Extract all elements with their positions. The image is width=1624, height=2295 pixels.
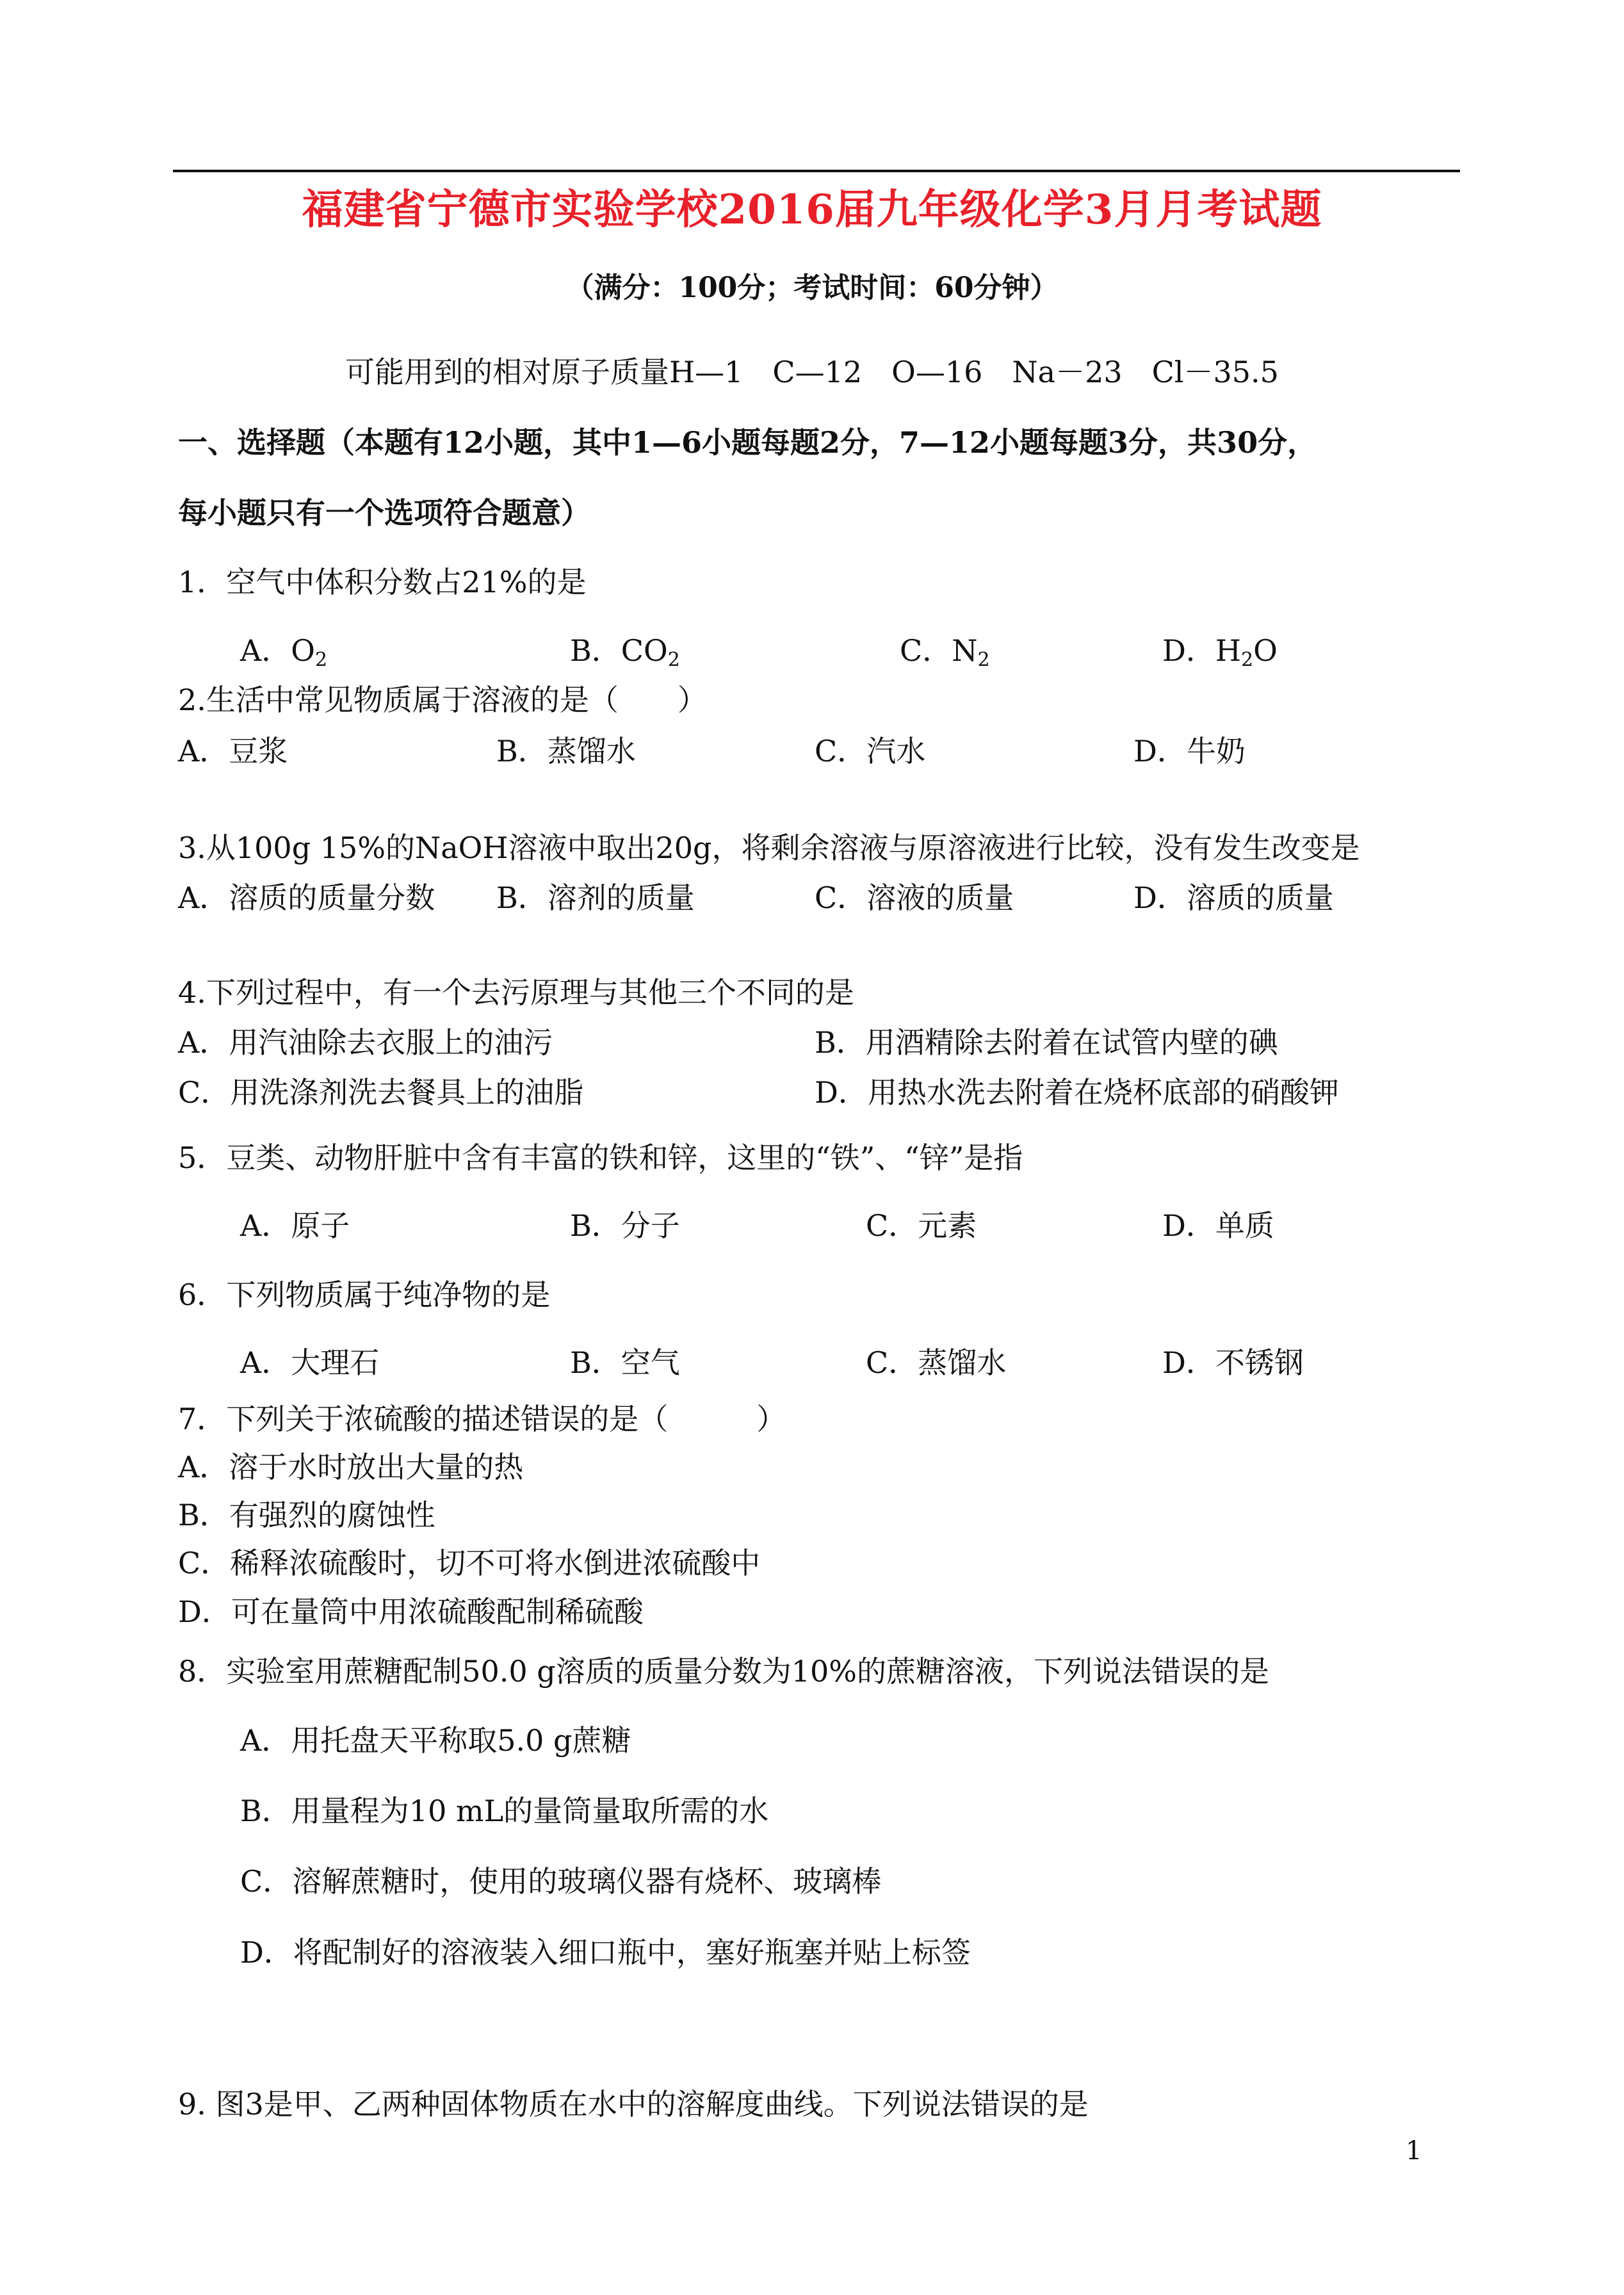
question-1-option-a: A．$O_2$ — [240, 633, 328, 671]
question-3-stem: 3.从100g 15%的NaOH溶液中取出20g，将剩余溶液与原溶液进行比较，没有发生改变是 — [178, 831, 1360, 865]
question-5-option-a: A．原子 — [240, 1208, 350, 1243]
header-rule — [173, 170, 1460, 172]
question-5-option-b: B．分子 — [570, 1208, 680, 1243]
question-6-stem: 6．下列物质属于纯净物的是 — [178, 1277, 551, 1312]
question-2-option-d: D．牛奶 — [1133, 734, 1246, 768]
question-6-option-a: A．大理石 — [240, 1345, 380, 1380]
section-heading-line2: 每小题只有一个选项符合题意） — [178, 496, 590, 530]
page-number: 1 — [1406, 2136, 1422, 2166]
question-2-option-c: C．汽水 — [815, 734, 926, 768]
question-7-option-c: C．稀释浓硫酸时，切不可将水倒进浓硫酸中 — [178, 1546, 761, 1580]
question-3-option-b: B．溶剂的质量 — [496, 880, 695, 915]
question-7-option-a: A．溶于水时放出大量的热 — [178, 1450, 524, 1484]
question-8-option-c: C．溶解蔗糖时，使用的玻璃仪器有烧杯、玻璃棒 — [240, 1864, 882, 1899]
question-2-option-b: B．蒸馏水 — [496, 734, 636, 768]
question-8-option-b: B．用量程为10 mL的量筒量取所需的水 — [240, 1794, 769, 1828]
question-5-option-d: D．单质 — [1162, 1208, 1274, 1243]
question-5-stem: 5．豆类、动物肝脏中含有丰富的铁和锌，这里的“铁”、“锌”是指 — [178, 1140, 1023, 1175]
exam-title: 福建省宁德市实验学校2016届九年级化学3月月考试题 — [302, 186, 1322, 234]
question-1-option-b: B．$CO_2$ — [570, 633, 680, 671]
question-9-stem: 9. 图3是甲、乙两种固体物质在水中的溶解度曲线。下列说法错误的是 — [178, 2087, 1089, 2121]
exam-subtitle: （满分：100分；考试时间：60分钟） — [565, 272, 1059, 304]
question-2-stem: 2.生活中常见物质属于溶液的是（ ） — [178, 683, 707, 717]
question-2-option-a: A．豆浆 — [178, 734, 288, 768]
question-3-option-d: D．溶质的质量 — [1133, 880, 1334, 915]
question-6-option-c: C．蒸馏水 — [866, 1345, 1007, 1380]
question-6-option-d: D．不锈钢 — [1162, 1345, 1304, 1380]
question-1-option-d: D．$H_2O$ — [1162, 633, 1278, 671]
question-7-stem: 7．下列关于浓硫酸的描述错误的是（ ） — [178, 1402, 786, 1436]
question-8-option-a: A．用托盘天平称取5.0 g蔗糖 — [240, 1723, 631, 1758]
question-4-option-b: B．用酒精除去附着在试管内壁的碘 — [815, 1025, 1278, 1060]
question-3-option-a: A．溶质的质量分数 — [178, 880, 435, 915]
question-1-option-c: C．$N_2$ — [900, 633, 990, 671]
question-1-stem: 1．空气中体积分数占21%的是 — [178, 565, 587, 599]
atomic-masses: 可能用到的相对原子质量H—1 C—12 O—16 Na－23 Cl－35.5 — [345, 355, 1279, 389]
question-4-option-c: C．用洗涤剂洗去餐具上的油脂 — [178, 1075, 584, 1110]
question-4-option-d: D．用热水洗去附着在烧杯底部的硝酸钾 — [815, 1075, 1339, 1110]
question-7-option-d: D．可在量筒中用浓硫酸配制稀硫酸 — [178, 1594, 644, 1629]
question-7-option-b: B．有强烈的腐蚀性 — [178, 1498, 435, 1532]
question-4-stem: 4.下列过程中，有一个去污原理与其他三个不同的是 — [178, 975, 854, 1010]
section-heading-line1: 一、选择题（本题有12小题，其中1—6小题每题2分，7—12小题每题3分，共30分， — [178, 425, 1317, 460]
question-4-option-a: A．用汽油除去衣服上的油污 — [178, 1025, 553, 1060]
question-8-option-d: D．将配制好的溶液装入细口瓶中，塞好瓶塞并贴上标签 — [240, 1935, 971, 1970]
question-5-option-c: C．元素 — [866, 1208, 977, 1243]
question-8-stem: 8．实验室用蔗糖配制50.0 g溶质的质量分数为10%的蔗糖溶液，下列说法错误的是 — [178, 1654, 1269, 1689]
question-3-option-c: C．溶液的质量 — [815, 880, 1014, 915]
question-6-option-b: B．空气 — [570, 1345, 680, 1380]
